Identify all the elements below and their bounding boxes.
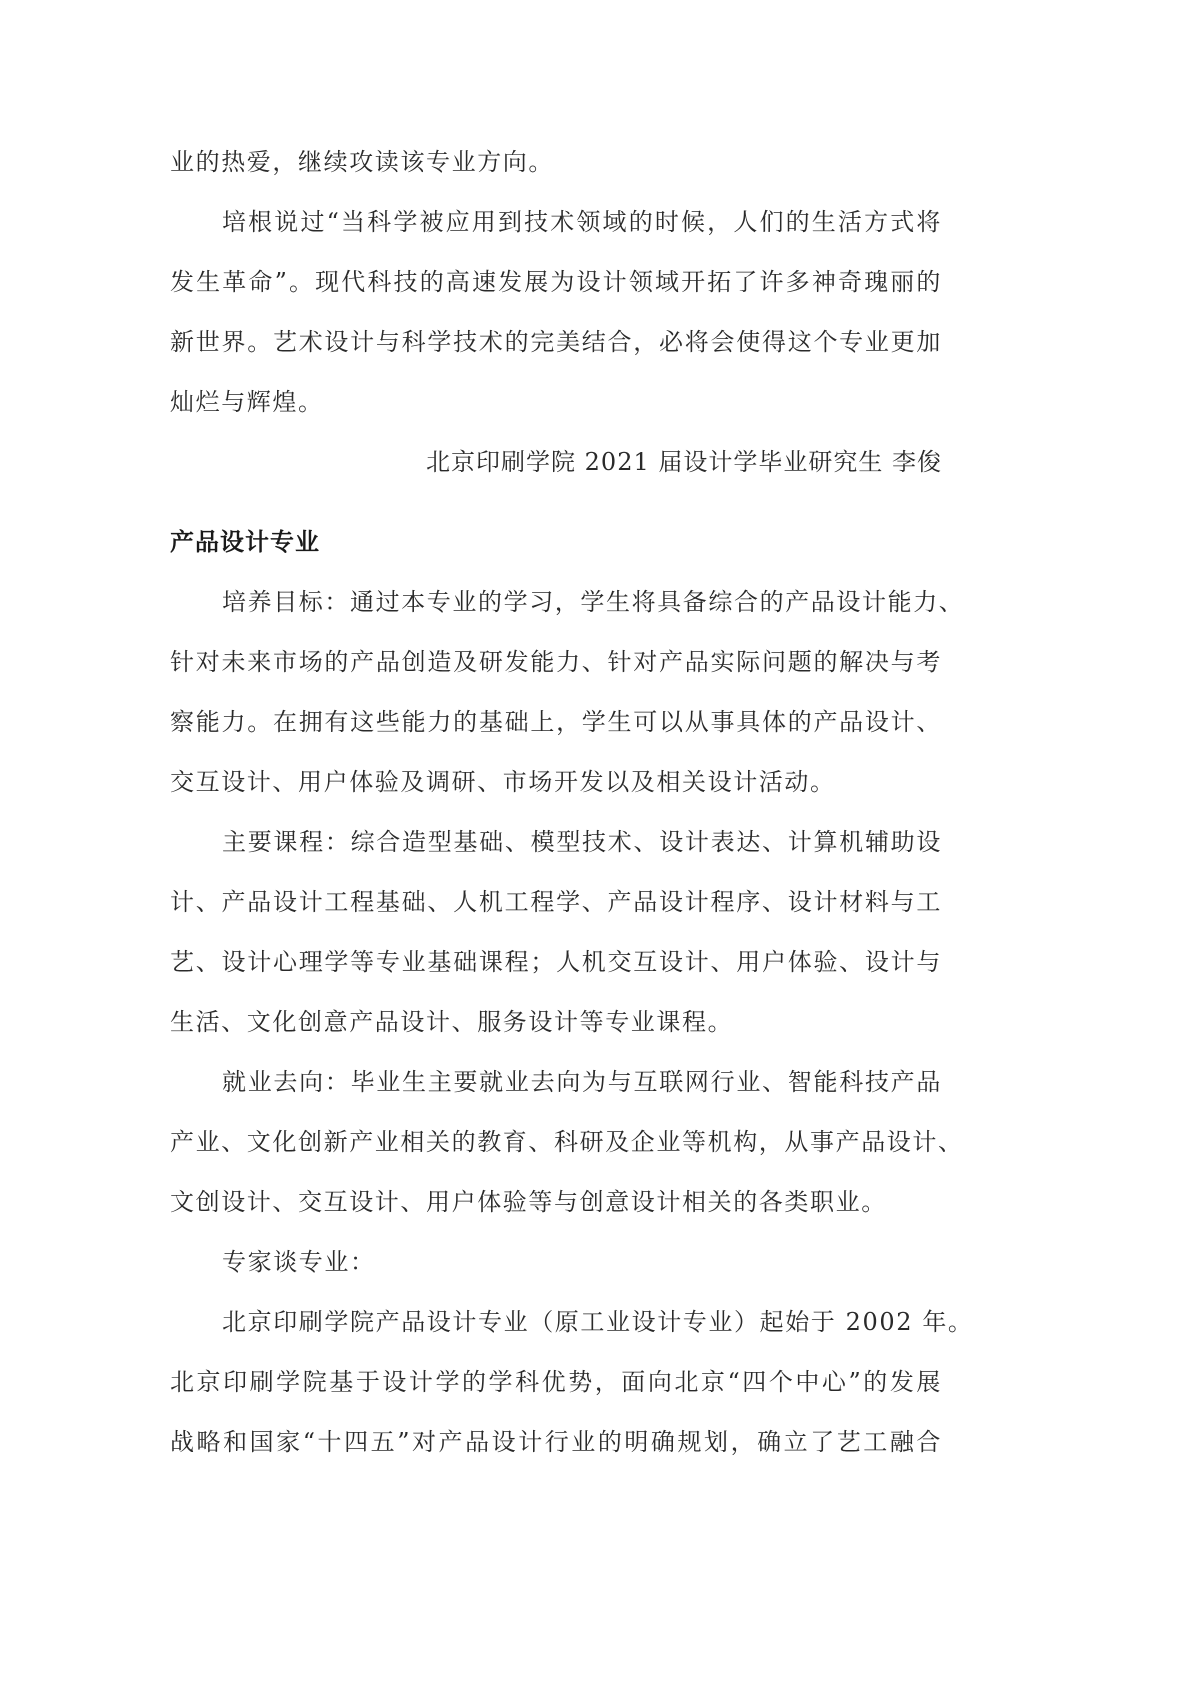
paragraph-line: 发生革命”。现代科技的高速发展为设计领域开拓了许多神奇瑰丽的: [170, 268, 942, 296]
paragraph-line: 北京印刷学院产品设计专业（原工业设计专业）起始于 2002 年。: [222, 1308, 974, 1336]
paragraph-line: 新世界。艺术设计与科学技术的完美结合，必将会使得这个专业更加: [170, 328, 942, 356]
paragraph-line: 艺、设计心理学等专业基础课程；人机交互设计、用户体验、设计与: [170, 948, 942, 976]
paragraph-line: 针对未来市场的产品创造及研发能力、针对产品实际问题的解决与考: [170, 648, 942, 676]
paragraph-line: 战略和国家“十四五”对产品设计行业的明确规划，确立了艺工融合: [170, 1428, 942, 1456]
paragraph-line: 北京印刷学院基于设计学的学科优势，面向北京“四个中心”的发展: [170, 1368, 942, 1396]
paragraph-line: 产业、文化创新产业相关的教育、科研及企业等机构，从事产品设计、: [170, 1128, 964, 1156]
section-heading: 产品设计专业: [170, 528, 320, 556]
paragraph-line: 业的热爱，继续攻读该专业方向。: [170, 148, 554, 176]
paragraph-line: 主要课程：综合造型基础、模型技术、设计表达、计算机辅助设: [222, 828, 942, 856]
signature: 北京印刷学院 2021 届设计学毕业研究生 李俊: [426, 448, 942, 476]
expert-talk-label: 专家谈专业：: [222, 1248, 376, 1276]
paragraph-line: 培根说过“当科学被应用到技术领域的时候，人们的生活方式将: [222, 208, 942, 236]
paragraph-line: 交互设计、用户体验及调研、市场开发以及相关设计活动。: [170, 768, 836, 796]
paragraph-line: 培养目标：通过本专业的学习，学生将具备综合的产品设计能力、: [222, 588, 965, 616]
paragraph-line: 计、产品设计工程基础、人机工程学、产品设计程序、设计材料与工: [170, 888, 942, 916]
paragraph-line: 文创设计、交互设计、用户体验等与创意设计相关的各类职业。: [170, 1188, 887, 1216]
paragraph-line: 生活、文化创意产品设计、服务设计等专业课程。: [170, 1008, 734, 1036]
paragraph-line: 灿烂与辉煌。: [170, 388, 324, 416]
paragraph-line: 察能力。在拥有这些能力的基础上，学生可以从事具体的产品设计、: [170, 708, 942, 736]
paragraph-line: 就业去向：毕业生主要就业去向为与互联网行业、智能科技产品: [222, 1068, 942, 1096]
